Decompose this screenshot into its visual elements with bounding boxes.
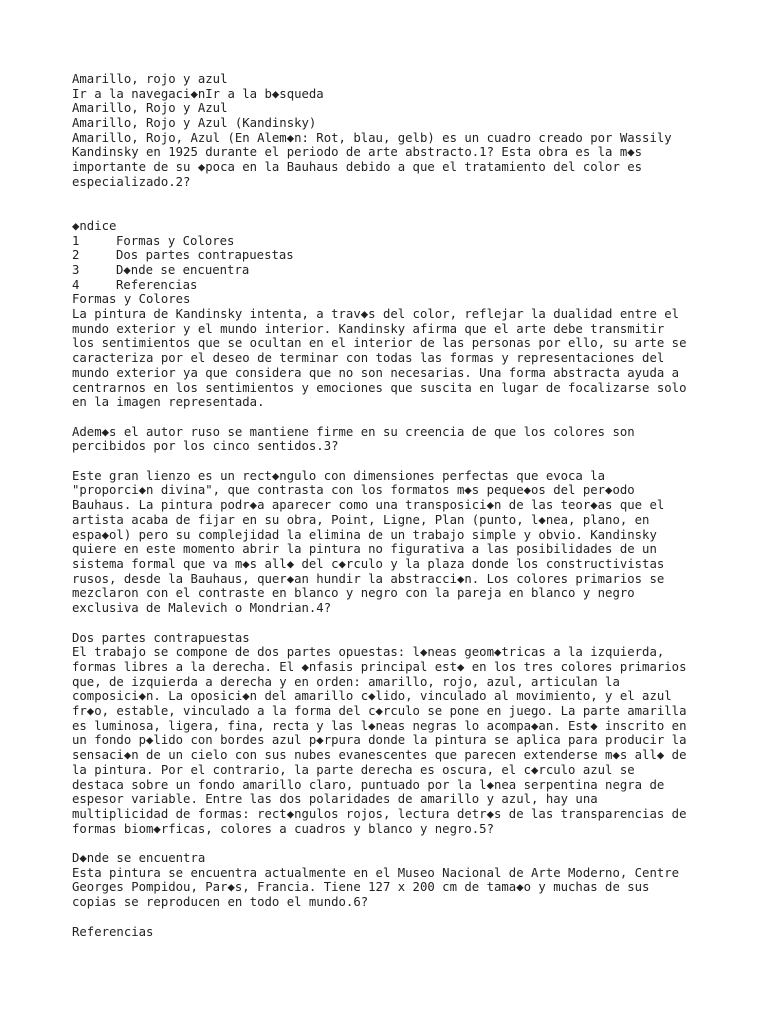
spacer	[72, 454, 732, 469]
document-page	[72, 72, 732, 939]
document-title: Amarillo, rojo y azul	[72, 72, 228, 86]
toc-item-number: 4	[72, 277, 80, 292]
formas-paragraph-2: Adem◆s el autor ruso se mantiene firme en su creencia de que los colores son percibidos por los cinco sentidos.3?	[72, 424, 635, 454]
spacer	[72, 836, 732, 851]
document-subtitle-alt: Amarillo, Rojo y Azul (Kandinsky)	[72, 116, 317, 131]
spacer	[72, 190, 732, 219]
document-subtitle: Amarillo, Rojo y Azul	[72, 101, 228, 116]
toc-title: ◆ndice	[72, 218, 117, 233]
toc-item-label[interactable]: Dos partes contrapuestas	[116, 248, 294, 263]
toc-item-label[interactable]: Formas y Colores	[116, 233, 235, 248]
table-of-contents	[72, 234, 732, 293]
toc-item[interactable]	[72, 278, 732, 293]
spacer	[72, 410, 732, 425]
toc-item-number: 1	[72, 233, 80, 248]
toc-item[interactable]	[72, 248, 732, 263]
section-heading-partes: Dos partes contrapuestas	[72, 630, 250, 645]
section-heading-referencias: Referencias	[72, 924, 154, 939]
spacer	[72, 616, 732, 631]
intro-paragraph: Amarillo, Rojo, Azul (En Alem◆n: Rot, blau, gelb) es un cuadro creado por Wassily Kandinsky en 1925 durante el periodo de arte abstracto.1? Esta obra es la m◆s importante de su ◆poca en la Bauhaus debido a que el tratamiento del color es especializado.2?	[72, 130, 672, 189]
formas-paragraph-3: Este gran lienzo es un rect◆ngulo con dimensiones perfectas que evoca la "proporci◆n divina", que contrasta con los formatos m◆s peque◆os del per◆odo Bauhaus. La pintura podr◆a aparecer como una transposici◆n de las teor◆as que el artista acaba de fijar en su obra, Point, Ligne, Plan (punto, l◆nea, plano, en espa◆ol) pero su complejidad la elimina de un trabajo simple y obvio. Kandinsky quiere en este momento abrir la pintura no figurativa a las posibilidades de un sistema formal que va m◆s all◆ del c◆rculo y la plaza donde los constructivistas rusos, desde la Bauhaus, quer◆an hundir la abstracci◆n. Los colores primarios se mezclaron con el contraste en blanco y negro con la pareja en blanco y negro exclusiva de Malevich o Mondrian.4?	[72, 468, 665, 616]
navigation-links[interactable]: Ir a la navegaci◆nIr a la b◆squeda	[72, 86, 324, 101]
partes-paragraph-1: El trabajo se compone de dos partes opuestas: l◆neas geom◆tricas a la izquierda, formas libres a la derecha. El ◆nfasis principal est◆ en los tres colores primarios que, de izquierda a derecha y en orden: amarillo, rojo, azul, articulan la composici◆n. La oposici◆n del amarillo c◆lido, vinculado al movimiento, y el azul fr◆o, estable, vinculado a la forma del c◆rculo se pone en juego. La parte amarilla es luminosa, ligera, fina, recta y las l◆neas negras lo acompa◆an. Est◆ inscrito en un fondo p◆lido con bordes azul p◆rpura donde la pintura se aplica para producir la sensaci◆n de un cielo con sus nubes evanescentes que parecen extenderse m◆s all◆ de la pintura. Por el contrario, la parte derecha es oscura, el c◆rculo azul se destaca sobre un fondo amarillo claro, puntuado por la l◆nea serpentina negra de espesor variable. Entre las dos polaridades de amarillo y azul, hay una multiplicidad de formas: rect◆ngulos rojos, lectura detr◆s de las transparencias de formas biom◆rficas, colores a cuadros y blanco y negro.5?	[72, 645, 687, 836]
spacer	[72, 910, 732, 925]
section-heading-donde: D◆nde se encuentra	[72, 851, 206, 866]
formas-paragraph-1: La pintura de Kandinsky intenta, a trav◆s del color, reflejar la dualidad entre el mundo exterior y el mundo interior. Kandinsky afirma que el arte debe transmitir los sentimientos que se ocultan en el interior de las personas por ello, su arte se caracteriza por el deseo de terminar con todas las formas y representaciones del mundo exterior ya que considera que no son necesarias. Una forma abstracta ayuda a centrarnos en los sentimientos y emociones que suscita en lugar de focalizarse solo en la imagen representada.	[72, 307, 687, 410]
donde-paragraph-1: Esta pintura se encuentra actualmente en el Museo Nacional de Arte Moderno, Centre Georges Pompidou, Par◆s, Francia. Tiene 127 x 200 cm de tama◆o y muchas de sus copias se reproducen en todo el mundo.6?	[72, 865, 680, 910]
section-heading-formas: Formas y Colores	[72, 292, 191, 307]
toc-item-number: 3	[72, 263, 80, 278]
toc-item[interactable]	[72, 234, 732, 249]
toc-item-label[interactable]: Referencias	[116, 277, 198, 292]
toc-item[interactable]	[72, 263, 732, 278]
toc-item-number: 2	[72, 248, 80, 263]
toc-item-label[interactable]: D◆nde se encuentra	[116, 263, 250, 278]
